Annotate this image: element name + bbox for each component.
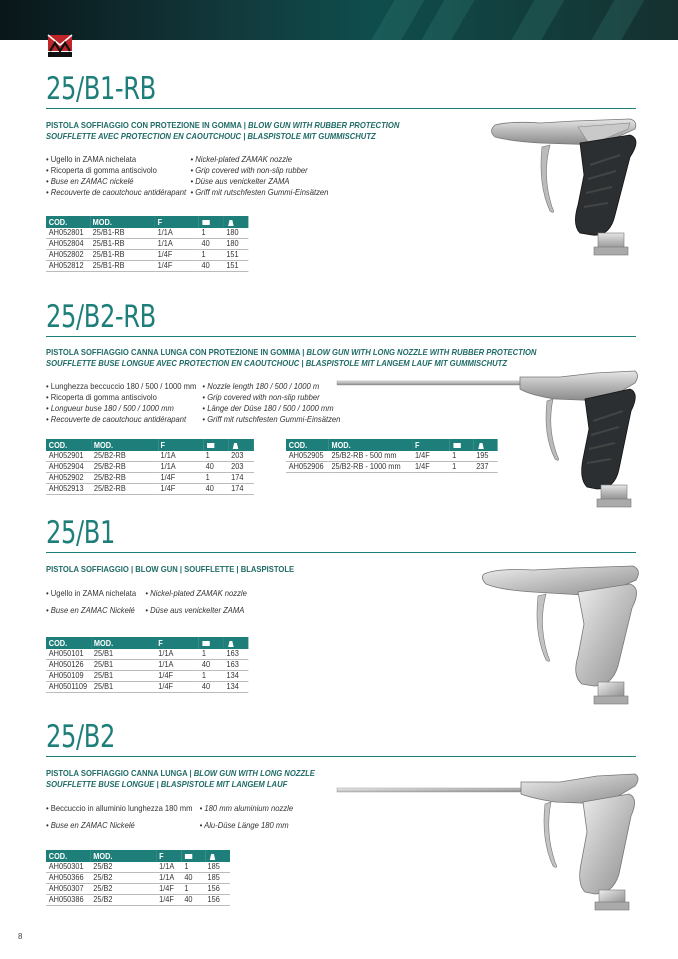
- product-table-long-nozzle: COD. MOD. F AH052905 25/B2-RB - 500 mm 1/4F 1 195 AH052906 25/B2-RB - 1000 mm 1/4F 1 237: [286, 439, 498, 473]
- blow-gun-image: [478, 562, 650, 712]
- package-icon: [202, 219, 211, 226]
- table-row: AH050386 25/B2 1/4F 40 156: [46, 895, 230, 906]
- weight-icon: [227, 640, 236, 647]
- product-table: COD. MOD. F AH050301 25/B2 1/1A 1 185 AH050366 25/B2 1/1A 40 185 AH050307 25/B2 1/4F 1 156 AH050386 25/B2 1/4F 40 156: [46, 850, 230, 906]
- section-divider: [46, 336, 636, 337]
- table-row: AH052802 25/B1-RB 1/4F 1 151: [46, 250, 248, 261]
- table-row: AH052901 25/B2-RB 1/1A 1 203: [46, 451, 254, 462]
- section-title: 25/B1-RB: [46, 71, 156, 107]
- weight-icon: [208, 853, 217, 860]
- blow-gun-rubber-image: [480, 115, 650, 265]
- section-subtitle: PISTOLA SOFFIAGGIO CON PROTEZIONE IN GOMMA | BLOW GUN WITH RUBBER PROTECTION SOUFFLETTE AVEC PROTECTION EN CAOUTCHOUC | BLASPISTOLE MIT GUMMISCHUTZ: [46, 120, 400, 141]
- feature-list: • Lunghezza beccuccio 180 / 500 / 1000 mm • Nozzle length 180 / 500 / 1000 m • Ricoperta di gomma antiscivolo • Grip covered with non-slip rubber • Longueur buse 180 / 500 / 1000 mm • Länge der Düse 180 / 500 / 1000 mm • Recouverte de caoutchouc antidérapant • Griff mit rutschfesten Gummi-Einsätzen: [46, 381, 341, 424]
- section-divider: [46, 756, 636, 757]
- section-title: 25/B1: [46, 515, 115, 551]
- blow-gun-long-nozzle-image: [335, 766, 645, 916]
- table-row: AH0501109 25/B1 1/4F 40 134: [46, 682, 248, 693]
- blow-gun-long-rubber-image: [335, 365, 645, 515]
- package-icon: [206, 442, 215, 449]
- section-divider: [46, 108, 636, 109]
- table-row: AH050366 25/B2 1/1A 40 185: [46, 873, 230, 884]
- table-row: AH052804 25/B1-RB 1/1A 40 180: [46, 239, 248, 250]
- table-row: AH050307 25/B2 1/4F 1 156: [46, 884, 230, 895]
- feature-list: • Ugello in ZAMA nichelata • Nickel-plated ZAMAK nozzle • Ricoperta di gomma antiscivolo • Grip covered with non-slip rubber • Buse en ZAMAC nickelé • Düse aus venickelter ZAMA • Recouverte de caoutchouc antidérapant • Griff mit rutschfesten Gummi-Einsätzen: [46, 154, 329, 197]
- table-row: AH052913 25/B2-RB 1/4F 40 174: [46, 484, 254, 495]
- feature-list: • Beccuccio in alluminio lunghezza 180 mm • 180 mm aluminium nozzle • Buse en ZAMAC Nickelé • Alu-Düse Länge 180 mm: [46, 803, 294, 830]
- table-row: AH052905 25/B2-RB - 500 mm 1/4F 1 195: [286, 451, 498, 462]
- product-table: COD. MOD. F AH050101 25/B1 1/1A 1 163 AH050126 25/B1 1/1A 40 163 AH050109 25/B1 1/4F 1 134 AH0501109 25/B1 1/4F 40 134: [46, 637, 248, 693]
- table-row: AH050301 25/B2 1/1A 1 185: [46, 862, 230, 873]
- section-subtitle: PISTOLA SOFFIAGGIO CANNA LUNGA CON PROTEZIONE IN GOMMA | BLOW GUN WITH LONG NOZZLE WITH RUBBER PROTECTION SOUFFLETTE BUSE LONGUE AVEC PROTECTION EN CAOUTCHOUC | BLASPISTOLE MIT LANGEM LAUF MIT GUMMISCHUTZ: [46, 347, 537, 368]
- section-title: 25/B2: [46, 719, 115, 755]
- header-band: [0, 0, 678, 40]
- section-title: 25/B2-RB: [46, 299, 156, 335]
- page-number: 8: [18, 932, 23, 941]
- weight-icon: [226, 219, 235, 226]
- product-table: COD. MOD. F AH052901 25/B2-RB 1/1A 1 203 AH052904 25/B2-RB 1/1A 40 203 AH052902 25/B2-RB 1/4F 1 174 AH052913 25/B2-RB 1/4F 40 174: [46, 439, 254, 495]
- table-row: AH052902 25/B2-RB 1/4F 1 174: [46, 473, 254, 484]
- section-subtitle: PISTOLA SOFFIAGGIO CANNA LUNGA | BLOW GUN WITH LONG NOZZLE SOUFFLETTE BUSE LONGUE | BLASPISTOLE MIT LANGEM LAUF: [46, 768, 315, 789]
- package-icon: [202, 640, 211, 647]
- product-table: COD. MOD. F AH052801 25/B1-RB 1/1A 1 180 AH052804 25/B1-RB 1/1A 40 180 AH052802 25/B1-RB 1/4F 1 151 AH052812 25/B1-RB 1/4F 40 151: [46, 216, 248, 272]
- table-row: AH050126 25/B1 1/1A 40 163: [46, 660, 248, 671]
- package-icon: [184, 853, 193, 860]
- table-row: AH052906 25/B2-RB - 1000 mm 1/4F 1 237: [286, 462, 498, 473]
- table-row: AH052904 25/B2-RB 1/1A 40 203: [46, 462, 254, 473]
- table-row: AH050101 25/B1 1/1A 1 163: [46, 649, 248, 660]
- feature-list: • Ugello in ZAMA nichelata • Nickel-plated ZAMAK nozzle • Buse en ZAMAC Nickelé • Düse aus venickelter ZAMA: [46, 588, 247, 615]
- table-row: AH052812 25/B1-RB 1/4F 40 151: [46, 261, 248, 272]
- weight-icon: [231, 442, 240, 449]
- table-row: AH050109 25/B1 1/4F 1 134: [46, 671, 248, 682]
- section-divider: [46, 552, 636, 553]
- table-row: AH052801 25/B1-RB 1/1A 1 180: [46, 228, 248, 239]
- section-subtitle: PISTOLA SOFFIAGGIO | BLOW GUN | SOUFFLETTE | BLASPISTOLE: [46, 564, 295, 574]
- brand-logo-icon: [46, 33, 74, 59]
